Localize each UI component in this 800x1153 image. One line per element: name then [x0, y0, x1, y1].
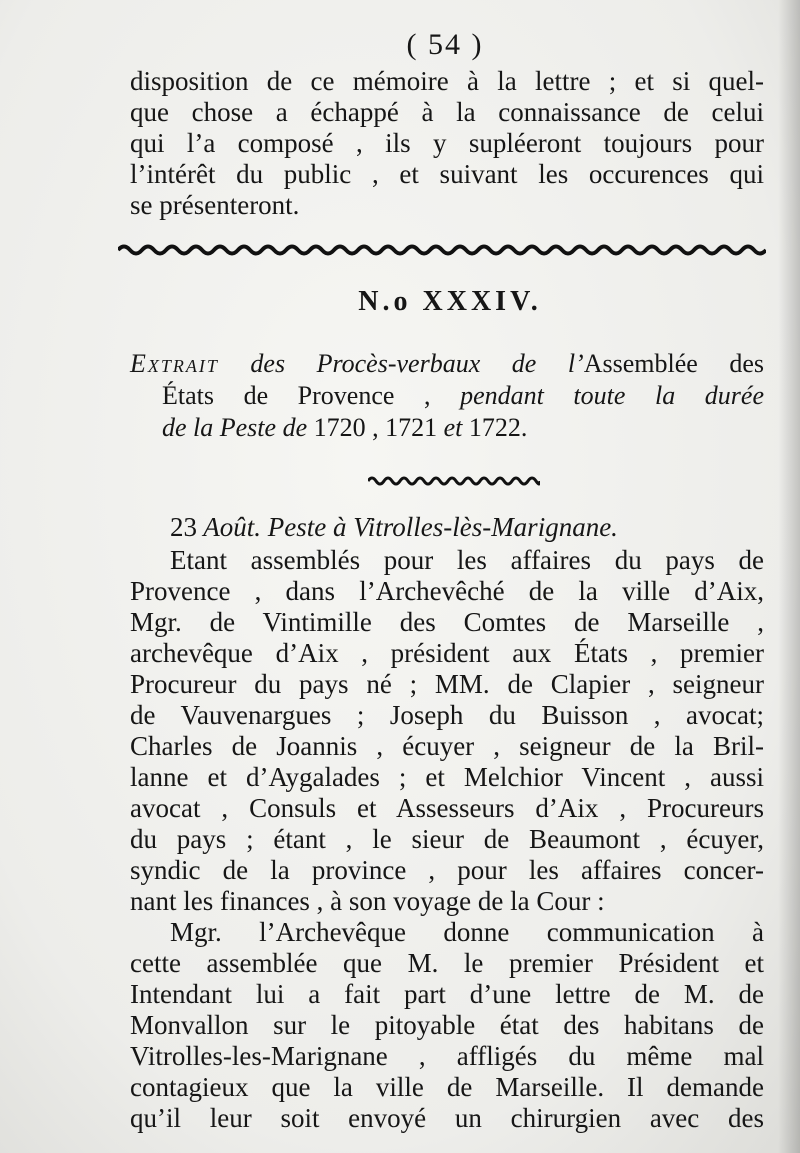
extrait-text: de la Peste de [162, 413, 314, 442]
text-line: Intendant lui a fait part d’une lettre de M. de [130, 979, 764, 1009]
section-number: N.o XXXIV. [358, 286, 542, 317]
extrait-text: Assemblée des [583, 349, 764, 378]
extrait-line-3 [130, 412, 764, 444]
ornamental-small-divider [368, 475, 540, 487]
text-line: syndic de la province , pour les affaires concer- [130, 855, 764, 885]
extrait-line-2 [130, 380, 764, 412]
continuation-paragraph [130, 66, 764, 221]
text-line: contagieux que la ville de Marseille. Il demande [130, 1072, 764, 1102]
page-number: ( 54 ) [406, 28, 484, 61]
text-line: Charles de Joannis , écuyer , seigneur de la Bril- [130, 731, 764, 761]
date-day: 23 [170, 512, 197, 542]
extrait-heading [130, 348, 764, 444]
date-heading [170, 512, 618, 543]
date-heading-text: Août. Peste à Vitrolles-lès-Marignane. [197, 512, 618, 542]
text-line: avocat , Consuls et Assesseurs d’Aix , Procureurs [130, 793, 764, 823]
extrait-text: et [443, 413, 469, 442]
text-line: Provence , dans l’Archevêché de la ville d’Aix, [130, 576, 764, 606]
extrait-label: Extrait [130, 349, 219, 378]
body-paragraphs [130, 545, 764, 1134]
extrait-line-1 [130, 348, 764, 380]
extrait-text: des Procès-verbaux de l’ [218, 349, 584, 378]
text-line: Mgr. l’Archevêque donne communication à [170, 917, 764, 947]
text-line: se présenteront. [130, 190, 300, 220]
ornamental-wavy-divider [118, 243, 766, 257]
text-line: lanne et d’Aygalades ; et Melchior Vincent , aussi [130, 762, 764, 792]
text-line: Mgr. de Vintimille des Comtes de Marseille , [130, 607, 764, 637]
text-line: que chose a échappé à la connaissance de celui [130, 97, 764, 127]
text-line: l’intérêt du public , et suivant les occurences qui [130, 159, 764, 189]
text-line: qui l’a composé , ils y supléeront toujours pour [130, 128, 764, 158]
extrait-text: États de Provence , [162, 381, 461, 410]
extrait-years: 1722. [468, 413, 528, 442]
text-line: de Vauvenargues ; Joseph du Buisson , avocat; [130, 700, 764, 730]
page-edge-shadow [778, 0, 800, 1153]
text-line: du pays ; étant , le sieur de Beaumont , écuyer, [130, 824, 764, 854]
text-line: Procureur du pays né ; MM. de Clapier , seigneur [130, 669, 764, 699]
text-line: qu’il leur soit envoyé un chirurgien avec des [130, 1103, 764, 1133]
text-line: Vitrolles-les-Marignane , affligés du même mal [130, 1041, 764, 1071]
extrait-text: pendant toute la durée [460, 381, 764, 410]
text-line: cette assemblée que M. le premier Président et [130, 948, 764, 978]
text-line: Etant assemblés pour les affaires du pays de [170, 545, 764, 575]
extrait-years: 1720 , 1721 [313, 413, 444, 442]
text-line: Monvallon sur le pitoyable état des habitans de [130, 1010, 764, 1040]
text-line: archevêque d’Aix , président aux États , premier [130, 638, 764, 668]
text-line: disposition de ce mémoire à la lettre ; et si quel- [130, 66, 764, 96]
text-line: nant les finances , à son voyage de la Cour : [130, 886, 605, 916]
